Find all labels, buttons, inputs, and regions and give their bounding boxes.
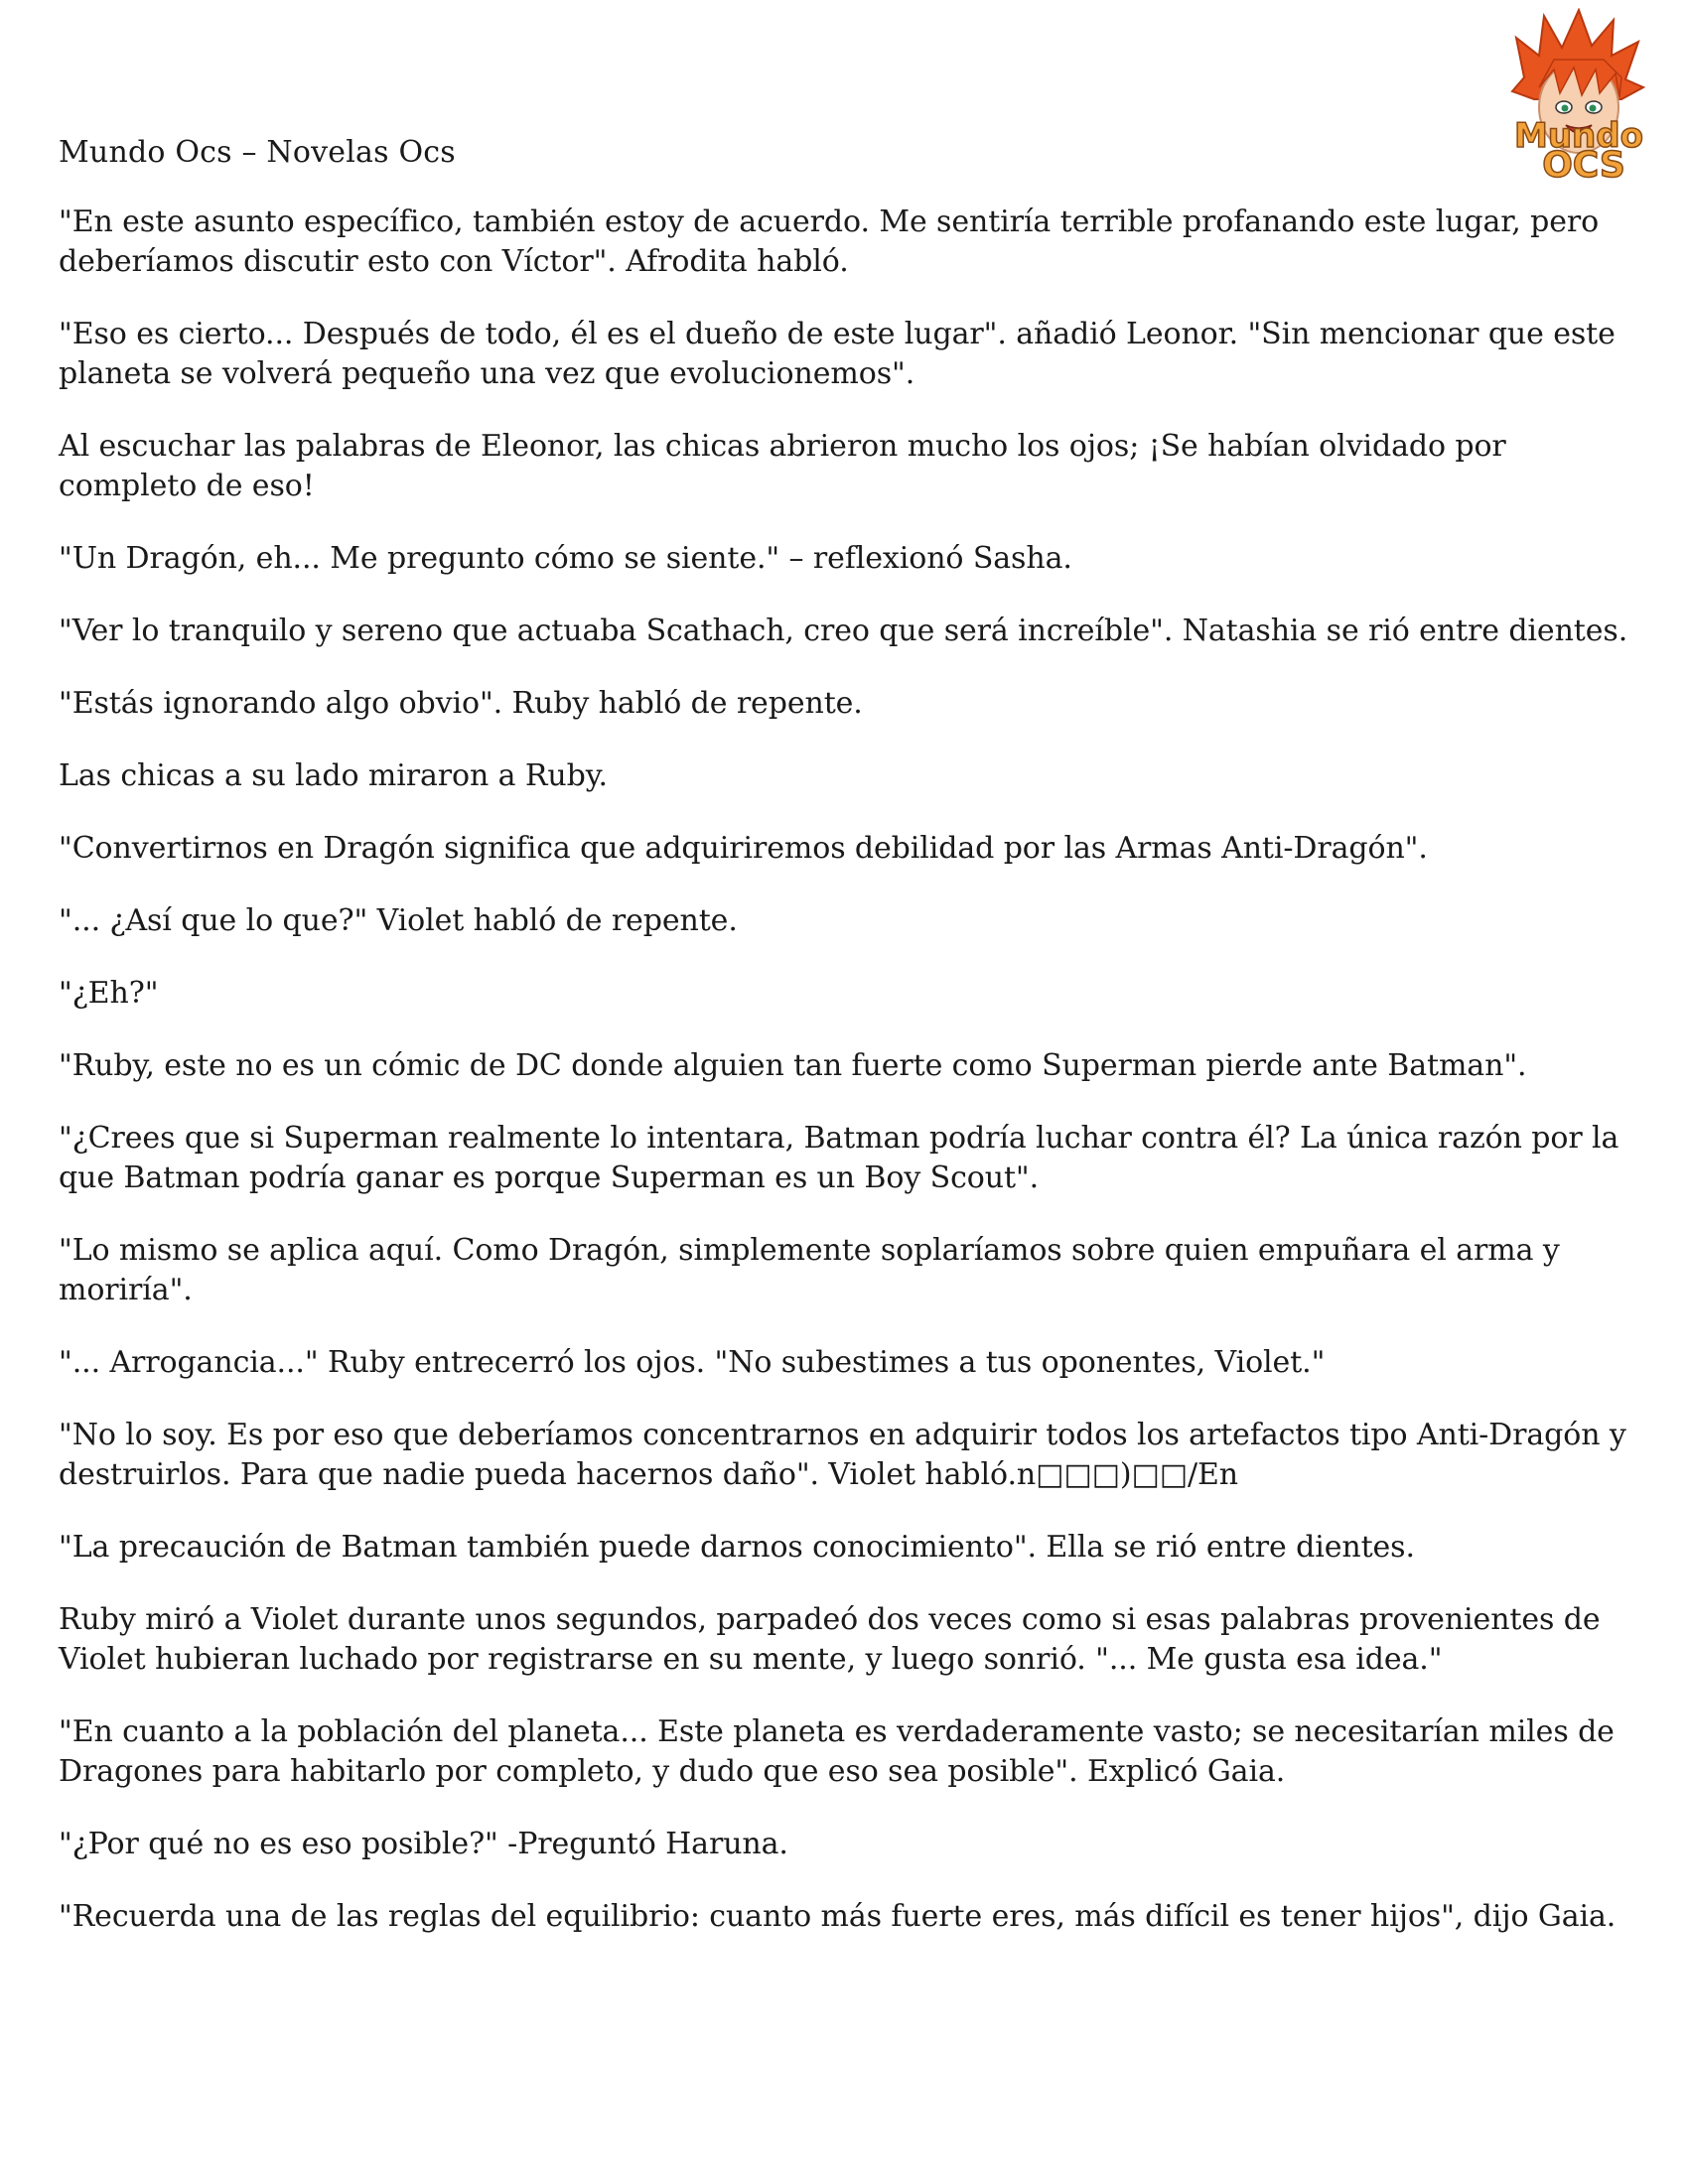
paragraph: "¿Eh?": [59, 976, 159, 1011]
page-header: Mundo Ocs – Novelas Ocs: [59, 135, 456, 170]
paragraph: "Ruby, este no es un cómic de DC donde alguien tan fuerte como Superman pierde ante Batman".: [59, 1048, 1527, 1083]
logo-text-top: Mundo: [1514, 116, 1643, 156]
paragraph: "En este asunto específico, también estoy de acuerdo. Me sentiría terrible profanando este lugar, pero deberíamos discutir esto con Víctor". Afrodita habló.: [59, 205, 1600, 279]
paragraph: "Estás ignorando algo obvio". Ruby habló de repente.: [59, 686, 863, 721]
paragraph: "Eso es cierto... Después de todo, él es el dueño de este lugar". añadió Leonor. "Sin mencionar que este planeta se volverá pequeño una vez que evolucionemos".: [59, 317, 1616, 391]
paragraph: "... Arrogancia..." Ruby entrecerró los ojos. "No subestimes a tus oponentes, Violet.": [59, 1345, 1326, 1380]
logo-wordmark: [1494, 8, 1663, 182]
mundo-ocs-logo: [1494, 8, 1663, 182]
paragraph: "... ¿Así que lo que?" Violet habló de repente.: [59, 903, 738, 938]
paragraph: "Ver lo tranquilo y sereno que actuaba Scathach, creo que será increíble". Natashia se rió entre dientes.: [59, 614, 1628, 648]
paragraph: "La precaución de Batman también puede darnos conocimiento". Ella se rió entre dientes.: [59, 1530, 1415, 1565]
paragraph: "En cuanto a la población del planeta... Este planeta es verdaderamente vasto; se necesitarían miles de Dragones para habitarlo por completo, y dudo que eso sea posible". Explicó Gaia.: [59, 1714, 1615, 1789]
logo-text-bottom: OCS: [1542, 145, 1625, 182]
paragraph: Al escuchar las palabras de Eleonor, las chicas abrieron mucho los ojos; ¡Se habían olvidado por completo de eso!: [59, 429, 1506, 503]
paragraph: "No lo soy. Es por eso que deberíamos concentrarnos en adquirir todos los artefactos tipo Anti-Dragón y destruirlos. Para que nadie pueda hacernos daño". Violet habló.n□□□)□□/En: [59, 1418, 1626, 1492]
paragraph: "Convertirnos en Dragón significa que adquiriremos debilidad por las Armas Anti-Dragón".: [59, 831, 1428, 866]
paragraph: "¿Por qué no es eso posible?" -Preguntó Haruna.: [59, 1827, 788, 1861]
paragraph: "Lo mismo se aplica aquí. Como Dragón, simplemente soplaríamos sobre quien empuñara el arma y moriría".: [59, 1233, 1560, 1307]
paragraph: "¿Crees que si Superman realmente lo intentara, Batman podría luchar contra él? La única razón por la que Batman podría ganar es porque Superman es un Boy Scout".: [59, 1121, 1619, 1195]
paragraph: "Un Dragón, eh... Me pregunto cómo se siente." – reflexionó Sasha.: [59, 541, 1072, 576]
document-body: [59, 203, 1647, 1970]
paragraph: Las chicas a su lado miraron a Ruby.: [59, 758, 608, 793]
paragraph: Ruby miró a Violet durante unos segundos, parpadeó dos veces como si esas palabras provenientes de Violet hubieran luchado por registrarse en su mente, y luego sonrió. "... Me gusta esa idea.": [59, 1602, 1601, 1677]
paragraph: "Recuerda una de las reglas del equilibrio: cuanto más fuerte eres, más difícil es tener hijos", dijo Gaia.: [59, 1899, 1617, 1934]
